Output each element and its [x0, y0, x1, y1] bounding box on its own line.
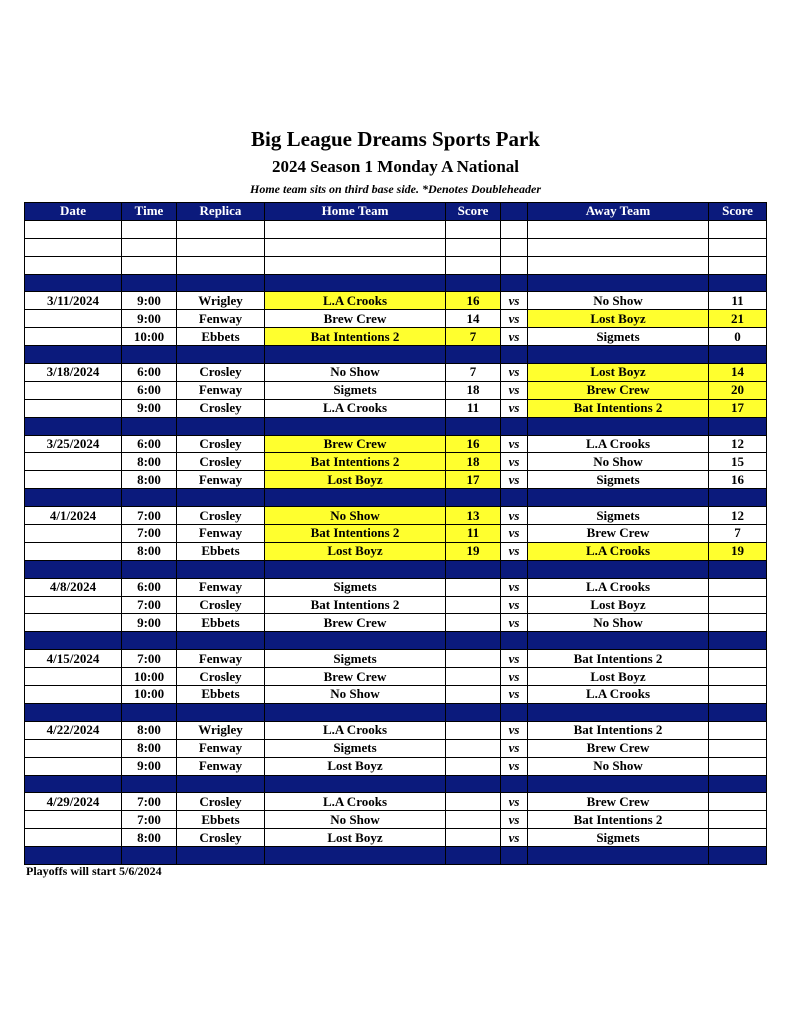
game-field: Fenway	[177, 578, 265, 596]
away-team: No Show	[528, 757, 709, 775]
blank-row	[25, 256, 767, 274]
away-team: Sigmets	[528, 829, 709, 847]
game-date	[25, 739, 122, 757]
game-field: Fenway	[177, 650, 265, 668]
vs-label: vs	[501, 829, 528, 847]
away-score: 11	[709, 292, 767, 310]
game-row	[25, 793, 767, 811]
game-date: 4/22/2024	[25, 721, 122, 739]
away-score	[709, 650, 767, 668]
away-score: 12	[709, 507, 767, 525]
game-date: 4/15/2024	[25, 650, 122, 668]
vs-label: vs	[501, 507, 528, 525]
game-date	[25, 811, 122, 829]
game-field: Ebbets	[177, 328, 265, 346]
game-field: Ebbets	[177, 542, 265, 560]
game-row	[25, 829, 767, 847]
away-score: 15	[709, 453, 767, 471]
away-team: L.A Crooks	[528, 542, 709, 560]
game-row	[25, 596, 767, 614]
home-score: 7	[446, 328, 501, 346]
away-score: 16	[709, 471, 767, 489]
game-time: 8:00	[122, 739, 177, 757]
game-date	[25, 542, 122, 560]
home-score: 18	[446, 453, 501, 471]
game-row	[25, 578, 767, 596]
home-team: L.A Crooks	[265, 793, 446, 811]
game-field: Crosley	[177, 507, 265, 525]
home-score	[446, 650, 501, 668]
home-score	[446, 793, 501, 811]
game-field: Wrigley	[177, 721, 265, 739]
game-time: 10:00	[122, 668, 177, 686]
away-score	[709, 686, 767, 704]
vs-label: vs	[501, 525, 528, 543]
vs-label: vs	[501, 793, 528, 811]
week-separator	[25, 775, 767, 793]
home-score: 16	[446, 292, 501, 310]
col-replica-header: Replica	[177, 203, 265, 221]
col-away-score-header: Score	[709, 203, 767, 221]
vs-label: vs	[501, 453, 528, 471]
vs-label: vs	[501, 721, 528, 739]
game-field: Fenway	[177, 525, 265, 543]
home-score: 11	[446, 399, 501, 417]
game-row	[25, 757, 767, 775]
home-score: 16	[446, 435, 501, 453]
game-time: 8:00	[122, 829, 177, 847]
game-field: Crosley	[177, 596, 265, 614]
game-field: Wrigley	[177, 292, 265, 310]
home-score	[446, 811, 501, 829]
away-team: No Show	[528, 292, 709, 310]
home-team: Sigmets	[265, 650, 446, 668]
col-home-score-header: Score	[446, 203, 501, 221]
vs-label: vs	[501, 364, 528, 382]
game-time: 10:00	[122, 686, 177, 704]
away-score: 19	[709, 542, 767, 560]
vs-label: vs	[501, 668, 528, 686]
game-time: 9:00	[122, 399, 177, 417]
away-score: 21	[709, 310, 767, 328]
game-date	[25, 686, 122, 704]
game-time: 8:00	[122, 542, 177, 560]
game-time: 7:00	[122, 596, 177, 614]
away-team: Lost Boyz	[528, 668, 709, 686]
game-date: 4/8/2024	[25, 578, 122, 596]
away-team: Brew Crew	[528, 525, 709, 543]
game-row	[25, 328, 767, 346]
home-team: Bat Intentions 2	[265, 596, 446, 614]
home-team: Brew Crew	[265, 310, 446, 328]
game-date: 3/25/2024	[25, 435, 122, 453]
game-row	[25, 525, 767, 543]
game-row	[25, 507, 767, 525]
home-team: No Show	[265, 686, 446, 704]
vs-label: vs	[501, 739, 528, 757]
game-row	[25, 435, 767, 453]
game-field: Crosley	[177, 435, 265, 453]
home-team: Lost Boyz	[265, 829, 446, 847]
vs-label: vs	[501, 310, 528, 328]
home-team: No Show	[265, 811, 446, 829]
vs-label: vs	[501, 757, 528, 775]
game-row	[25, 381, 767, 399]
game-field: Crosley	[177, 364, 265, 382]
home-team: L.A Crooks	[265, 721, 446, 739]
game-row	[25, 686, 767, 704]
game-time: 7:00	[122, 811, 177, 829]
game-field: Fenway	[177, 381, 265, 399]
home-score	[446, 686, 501, 704]
schedule-note: Home team sits on third base side. *Denotes Doubleheader	[250, 182, 541, 196]
home-score	[446, 829, 501, 847]
game-date: 3/11/2024	[25, 292, 122, 310]
away-team: Brew Crew	[528, 739, 709, 757]
vs-label: vs	[501, 399, 528, 417]
away-score	[709, 811, 767, 829]
away-score: 7	[709, 525, 767, 543]
home-team: Bat Intentions 2	[265, 328, 446, 346]
header-row	[25, 203, 767, 221]
game-row	[25, 721, 767, 739]
vs-label: vs	[501, 686, 528, 704]
game-time: 6:00	[122, 364, 177, 382]
vs-label: vs	[501, 811, 528, 829]
away-team: Bat Intentions 2	[528, 811, 709, 829]
home-score: 14	[446, 310, 501, 328]
home-score: 18	[446, 381, 501, 399]
game-date	[25, 399, 122, 417]
away-score	[709, 578, 767, 596]
game-time: 9:00	[122, 757, 177, 775]
home-team: Lost Boyz	[265, 757, 446, 775]
game-date: 3/18/2024	[25, 364, 122, 382]
away-team: Brew Crew	[528, 381, 709, 399]
home-team: Lost Boyz	[265, 542, 446, 560]
away-score	[709, 614, 767, 632]
game-field: Fenway	[177, 739, 265, 757]
week-separator	[25, 632, 767, 650]
home-score	[446, 668, 501, 686]
away-team: L.A Crooks	[528, 578, 709, 596]
game-time: 7:00	[122, 793, 177, 811]
game-time: 8:00	[122, 471, 177, 489]
week-separator	[25, 346, 767, 364]
away-team: Bat Intentions 2	[528, 721, 709, 739]
home-team: No Show	[265, 364, 446, 382]
game-date	[25, 310, 122, 328]
away-team: Sigmets	[528, 328, 709, 346]
away-score: 12	[709, 435, 767, 453]
game-time: 7:00	[122, 650, 177, 668]
vs-label: vs	[501, 292, 528, 310]
vs-label: vs	[501, 578, 528, 596]
week-separator	[25, 417, 767, 435]
game-row	[25, 453, 767, 471]
page-title: Big League Dreams Sports Park	[251, 127, 540, 151]
away-score: 14	[709, 364, 767, 382]
game-field: Fenway	[177, 471, 265, 489]
home-score	[446, 596, 501, 614]
col-home-team-header: Home Team	[265, 203, 446, 221]
game-field: Ebbets	[177, 686, 265, 704]
away-score: 20	[709, 381, 767, 399]
game-time: 6:00	[122, 381, 177, 399]
home-score: 17	[446, 471, 501, 489]
home-score: 19	[446, 542, 501, 560]
game-time: 6:00	[122, 578, 177, 596]
week-separator	[25, 703, 767, 721]
vs-label: vs	[501, 471, 528, 489]
home-score	[446, 578, 501, 596]
away-score	[709, 596, 767, 614]
vs-label: vs	[501, 614, 528, 632]
vs-label: vs	[501, 650, 528, 668]
home-team: Brew Crew	[265, 668, 446, 686]
away-score: 17	[709, 399, 767, 417]
week-separator	[25, 560, 767, 578]
away-team: Brew Crew	[528, 793, 709, 811]
season-subtitle: 2024 Season 1 Monday A National	[271, 157, 519, 176]
game-time: 8:00	[122, 721, 177, 739]
home-score	[446, 757, 501, 775]
away-score	[709, 739, 767, 757]
blank-row	[25, 238, 767, 256]
away-team: No Show	[528, 453, 709, 471]
home-team: L.A Crooks	[265, 292, 446, 310]
vs-label: vs	[501, 542, 528, 560]
schedule-table	[24, 202, 767, 865]
game-date	[25, 757, 122, 775]
home-team: No Show	[265, 507, 446, 525]
home-team: Sigmets	[265, 739, 446, 757]
home-team: L.A Crooks	[265, 399, 446, 417]
away-score: 0	[709, 328, 767, 346]
home-score: 13	[446, 507, 501, 525]
home-team: Bat Intentions 2	[265, 453, 446, 471]
game-field: Fenway	[177, 757, 265, 775]
home-team: Sigmets	[265, 381, 446, 399]
home-score: 11	[446, 525, 501, 543]
away-team: Sigmets	[528, 507, 709, 525]
away-score	[709, 721, 767, 739]
game-row	[25, 292, 767, 310]
home-team: Bat Intentions 2	[265, 525, 446, 543]
col-away-team-header: Away Team	[528, 203, 709, 221]
away-score	[709, 793, 767, 811]
vs-label: vs	[501, 328, 528, 346]
game-field: Crosley	[177, 399, 265, 417]
game-field: Crosley	[177, 829, 265, 847]
game-time: 7:00	[122, 507, 177, 525]
game-row	[25, 364, 767, 382]
game-time: 6:00	[122, 435, 177, 453]
game-field: Ebbets	[177, 614, 265, 632]
away-team: Bat Intentions 2	[528, 399, 709, 417]
away-team: Sigmets	[528, 471, 709, 489]
home-score	[446, 721, 501, 739]
game-time: 9:00	[122, 614, 177, 632]
col-vs-header	[501, 203, 528, 221]
col-date-header: Date	[25, 203, 122, 221]
home-score	[446, 739, 501, 757]
game-date	[25, 328, 122, 346]
week-separator	[25, 274, 767, 292]
blank-row	[25, 220, 767, 238]
game-time: 7:00	[122, 525, 177, 543]
game-field: Ebbets	[177, 811, 265, 829]
game-field: Crosley	[177, 668, 265, 686]
game-date	[25, 668, 122, 686]
game-time: 9:00	[122, 292, 177, 310]
col-time-header: Time	[122, 203, 177, 221]
game-row	[25, 471, 767, 489]
game-date	[25, 381, 122, 399]
game-row	[25, 614, 767, 632]
home-score: 7	[446, 364, 501, 382]
week-separator	[25, 847, 767, 865]
game-row	[25, 399, 767, 417]
game-row	[25, 542, 767, 560]
away-team: No Show	[528, 614, 709, 632]
away-score	[709, 757, 767, 775]
away-score	[709, 829, 767, 847]
game-date	[25, 525, 122, 543]
game-date	[25, 453, 122, 471]
game-row	[25, 668, 767, 686]
game-row	[25, 739, 767, 757]
vs-label: vs	[501, 435, 528, 453]
home-score	[446, 614, 501, 632]
game-row	[25, 310, 767, 328]
game-date	[25, 829, 122, 847]
away-score	[709, 668, 767, 686]
away-team: L.A Crooks	[528, 686, 709, 704]
vs-label: vs	[501, 381, 528, 399]
game-time: 9:00	[122, 310, 177, 328]
playoffs-note: Playoffs will start 5/6/2024	[26, 864, 162, 878]
game-date	[25, 596, 122, 614]
vs-label: vs	[501, 596, 528, 614]
game-time: 8:00	[122, 453, 177, 471]
week-separator	[25, 489, 767, 507]
game-date: 4/1/2024	[25, 507, 122, 525]
game-row	[25, 811, 767, 829]
away-team: Lost Boyz	[528, 310, 709, 328]
away-team: Lost Boyz	[528, 596, 709, 614]
away-team: Lost Boyz	[528, 364, 709, 382]
game-field: Crosley	[177, 793, 265, 811]
home-team: Brew Crew	[265, 435, 446, 453]
game-field: Fenway	[177, 310, 265, 328]
game-field: Crosley	[177, 453, 265, 471]
game-date	[25, 614, 122, 632]
home-team: Brew Crew	[265, 614, 446, 632]
home-team: Sigmets	[265, 578, 446, 596]
game-row	[25, 650, 767, 668]
away-team: Bat Intentions 2	[528, 650, 709, 668]
home-team: Lost Boyz	[265, 471, 446, 489]
schedule-body	[25, 220, 767, 864]
game-date	[25, 471, 122, 489]
away-team: L.A Crooks	[528, 435, 709, 453]
game-time: 10:00	[122, 328, 177, 346]
game-date: 4/29/2024	[25, 793, 122, 811]
